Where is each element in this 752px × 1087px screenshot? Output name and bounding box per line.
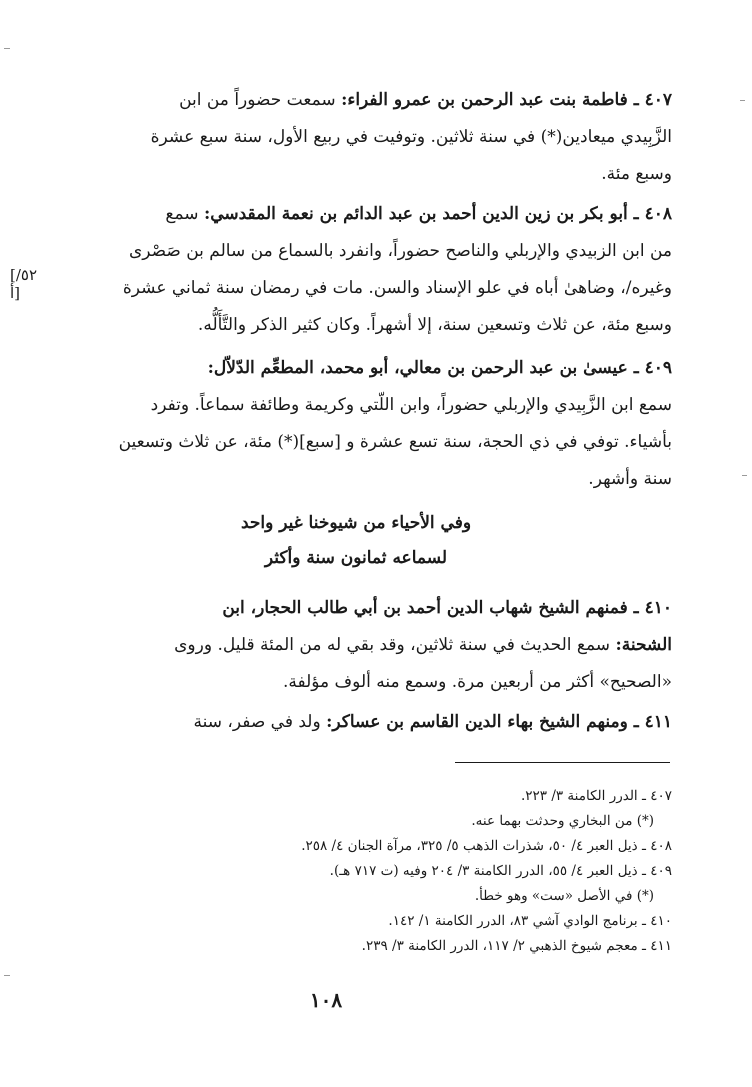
entry-line: الشحنة: سمع الحديث في سنة ثلاثين، وقد بقي له من المئة قليل. وروى xyxy=(174,635,672,655)
footnote: ٤٠٩ ـ ذيل العبر ٤/ ٥٥، الدرر الكامنة ٣/ ٢٠٤ وفيه (ت ٧١٧ هـ). xyxy=(329,863,672,879)
footnote: ٤٠٧ ـ الدرر الكامنة ٣/ ٢٢٣. xyxy=(520,788,672,804)
entry-line: وسبع مئة، عن ثلاث وتسعين سنة، إلا أشهراً. وكان كثير الذكر والتَّأَلُّه. xyxy=(197,315,672,335)
entry-heading: ٤١١ ـ ومنهم الشيخ بهاء الدين القاسم بن عساكر: xyxy=(326,712,672,732)
entry-408 xyxy=(40,196,672,344)
scan-speck xyxy=(4,48,10,49)
entry-line: ٤٠٧ ـ فاطمة بنت عبد الرحمن بن عمرو الفراء: سمعت حضوراً من ابن xyxy=(179,90,672,110)
scan-speck xyxy=(740,100,745,101)
entry-line: سنة وأشهر. xyxy=(588,469,672,489)
entry-heading: ٤٠٩ ـ عيسىٰ بن عبد الرحمن بن معالي، أبو محمد، المطعِّم الدّلاّل: xyxy=(207,358,672,378)
footnotes xyxy=(120,784,672,959)
entry-409 xyxy=(40,350,672,498)
entry-411 xyxy=(40,704,672,741)
entry-heading: الشحنة: xyxy=(615,635,672,655)
entry-heading: ٤١٠ ـ فمنهم الشيخ شهاب الدين أحمد بن أبي طالب الحجار، ابن xyxy=(222,598,672,618)
entry-line: «الصحيح» أكثر من أربعين مرة. وسمع منه ألوف مؤلفة. xyxy=(282,672,672,692)
section-heading-line-1: وفي الأحياء من شيوخنا غير واحد xyxy=(240,513,472,533)
footnote: (*) في الأصل «ست» وهو خطأ. xyxy=(474,888,654,904)
footnote: ٤١١ ـ معجم شيوخ الذهبي ٢/ ١١٧، الدرر الكامنة ٣/ ٢٣٩. xyxy=(361,938,672,954)
entry-line: وغيره/، وضاهىٰ أباه في علو الإسناد والسن. مات في رمضان سنة ثماني عشرة xyxy=(122,278,672,298)
entry-line: من ابن الزبيدي والإربلي والناصح حضوراً، وانفرد بالسماع من سالم بن صَصْرى xyxy=(128,241,672,261)
scan-speck xyxy=(742,475,747,476)
scan-speck xyxy=(4,975,10,976)
entry-line xyxy=(40,590,672,627)
entry-line: الزَّبِيدي ميعادين(*) في سنة ثلاثين. وتوفيت في ربيع الأول، سنة سبع عشرة xyxy=(150,127,672,147)
footnote: (*) من البخاري وحدثت بهما عنه. xyxy=(471,813,654,829)
footnote: ٤١٠ ـ برنامج الوادي آشي ٨٣، الدرر الكامنة ١/ ١٤٢. xyxy=(388,913,672,929)
entry-heading: ٤٠٧ ـ فاطمة بنت عبد الرحمن بن عمرو الفراء: xyxy=(341,90,672,110)
footnote-separator xyxy=(455,762,670,763)
entry-line: بأشياء. توفي في ذي الحجة، سنة تسع عشرة و [سبع](*) مئة، عن ثلاث وتسعين xyxy=(118,432,672,452)
folio-margin-note: [٥٢/أ] xyxy=(10,266,38,302)
entry-407 xyxy=(40,82,672,193)
page-number: ١٠٨ xyxy=(309,988,343,1012)
entry-heading: ٤٠٨ ـ أبو بكر بن زين الدين أحمد بن عبد الدائم بن نعمة المقدسي: xyxy=(203,204,672,224)
entry-410 xyxy=(40,590,672,701)
entry-line: وسبع مئة. xyxy=(601,164,672,184)
entry-line: ٤٠٨ ـ أبو بكر بن زين الدين أحمد بن عبد الدائم بن نعمة المقدسي: سمع xyxy=(165,204,672,224)
entry-line: سمع ابن الزَّبِيدي والإربلي حضوراً، وابن اللّتي وكريمة وطائفة سماعاً. وتفرد xyxy=(150,395,672,415)
entry-line xyxy=(40,350,672,387)
footnote: ٤٠٨ ـ ذيل العبر ٤/ ٥٠، شذرات الذهب ٥/ ٣٢٥، مرآة الجنان ٤/ ٢٥٨. xyxy=(301,838,672,854)
entry-line: ٤١١ ـ ومنهم الشيخ بهاء الدين القاسم بن عساكر: ولد في صفر، سنة xyxy=(193,712,672,732)
section-heading-line-2: لسماعه ثمانون سنة وأكثر xyxy=(264,548,448,568)
